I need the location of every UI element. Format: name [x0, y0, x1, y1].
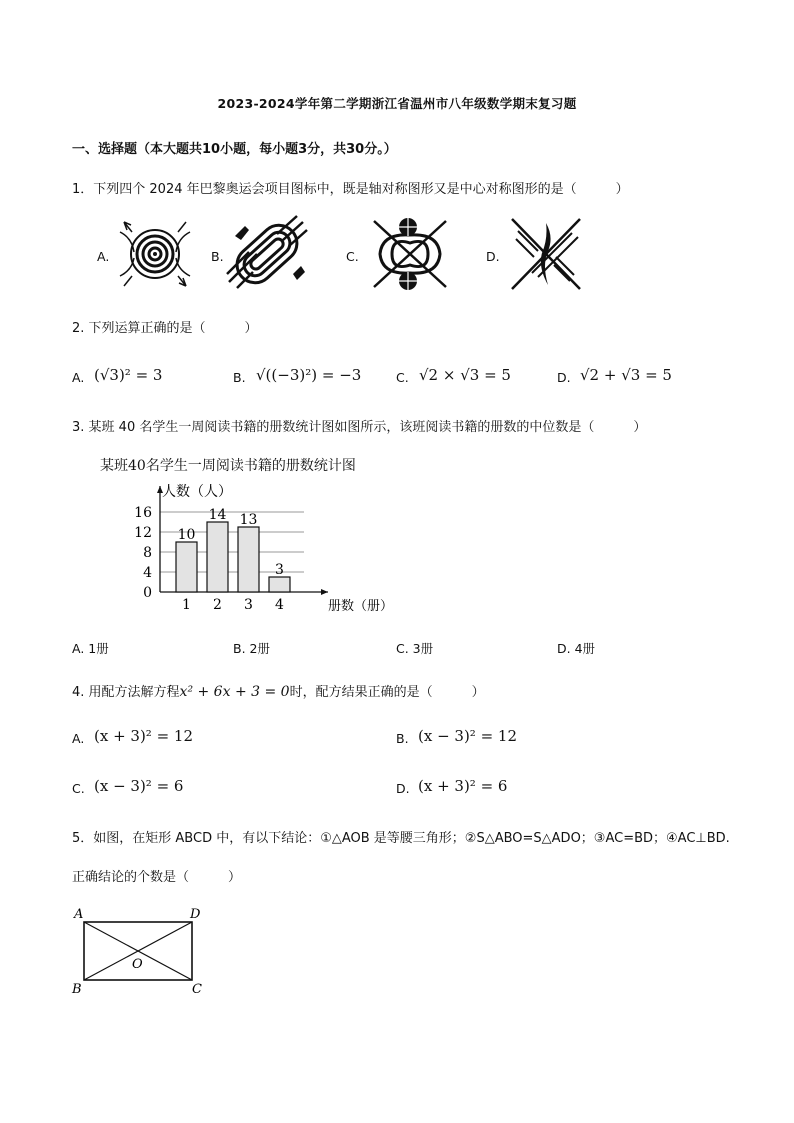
rectangle-diagram	[70, 904, 220, 999]
bar	[176, 542, 197, 592]
q4-option-b: (x − 3)² = 12	[418, 727, 518, 745]
point-label-o: O	[132, 957, 143, 972]
point-label-c: C	[192, 982, 202, 997]
q4-option-d: (x + 3)² = 6	[418, 777, 508, 795]
question-5-stem-line1: 5．如图，在矩形 ABCD 中，有以下结论：①△AOB 是等腰三角形；②S△ABO=S△ADO；③AC=BD；④AC⊥BD.	[72, 831, 730, 846]
q4-stem-post: 时，配方结果正确的是（ ）	[289, 685, 485, 700]
bar	[238, 527, 259, 592]
x-tick-label: 2	[213, 597, 222, 613]
y-axis-label: 人数（人）	[162, 484, 232, 500]
q2-label-a: A.	[72, 370, 85, 385]
bar-value-label: 13	[239, 512, 258, 528]
q4-label-d: D.	[396, 781, 410, 796]
bar-value-label: 3	[275, 562, 284, 578]
q4-label-a: A.	[72, 731, 85, 746]
bar-value-label: 14	[208, 507, 227, 523]
point-label-b: B	[72, 982, 82, 997]
q2-option-d: √2 + √3 = 5	[580, 366, 672, 384]
question-2-stem: 2. 下列运算正确的是（ ）	[72, 321, 258, 336]
q1-label-a: A.	[97, 249, 110, 264]
track-shoe-icon	[227, 218, 307, 290]
x-axis-label: 册数（册）	[328, 599, 394, 614]
point-label-d: D	[190, 907, 201, 922]
q4-stem-pre: 4. 用配方法解方程	[72, 685, 180, 700]
point-label-a: A	[74, 907, 84, 922]
q3-option-a: A. 1册	[72, 641, 109, 656]
q3-option-b: B. 2册	[233, 641, 270, 656]
x-tick-label: 1	[182, 597, 191, 613]
question-4-stem	[72, 681, 485, 700]
bar	[269, 577, 290, 592]
question-3-stem: 3. 某班 40 名学生一周阅读书籍的册数统计图如图所示，该班阅读书籍的册数的中位数是（ ）	[72, 420, 647, 435]
q1-label-d: D.	[486, 249, 500, 264]
section-heading: 一、选择题（本大题共10小题，每小题3分，共30分。）	[72, 142, 397, 157]
page-title: 2023-2024学年第二学期浙江省温州市八年级数学期末复习题	[217, 96, 577, 111]
q1-label-c: C.	[346, 249, 359, 264]
x-tick-label: 4	[275, 597, 284, 613]
bar	[207, 522, 228, 592]
q3-option-d: D. 4册	[557, 641, 596, 656]
q2-label-b: B.	[233, 370, 246, 385]
archery-target-icon	[118, 218, 198, 288]
question-1-stem: 1．下列四个 2024 年巴黎奥运会项目图标中，既是轴对称图形又是中心对称图形的是（ ）	[72, 182, 629, 197]
chart-title: 某班40名学生一周阅读书籍的册数统计图	[100, 458, 356, 474]
q2-label-c: C.	[396, 370, 409, 385]
q4-equation: x² + 6x + 3 = 0	[179, 684, 290, 700]
q4-option-a: (x + 3)² = 12	[94, 727, 194, 745]
basketball-icon	[368, 215, 452, 293]
q3-option-c: C. 3册	[396, 641, 434, 656]
q4-option-c: (x − 3)² = 6	[94, 777, 184, 795]
bar-value-label: 10	[177, 527, 196, 543]
y-tick-label: 12	[134, 525, 152, 541]
q2-option-c: √2 × √3 = 5	[419, 366, 511, 384]
y-tick-label: 4	[143, 565, 152, 581]
q2-label-d: D.	[557, 370, 571, 385]
y-tick-label: 16	[134, 505, 152, 521]
q2-option-b: √((−3)²) = −3	[256, 366, 362, 384]
x-tick-label: 3	[244, 597, 253, 613]
x-axis-arrow	[321, 589, 328, 595]
y-tick-label: 0	[143, 585, 152, 601]
q4-label-b: B.	[396, 731, 409, 746]
bar-chart	[130, 478, 394, 618]
q2-option-a: (√3)² = 3	[94, 366, 163, 384]
q1-label-b: B.	[211, 249, 224, 264]
question-5-stem-line2: 正确结论的个数是（ ）	[72, 870, 242, 885]
fencing-icon	[508, 217, 584, 291]
q4-label-c: C.	[72, 781, 85, 796]
y-tick-label: 8	[143, 545, 152, 561]
